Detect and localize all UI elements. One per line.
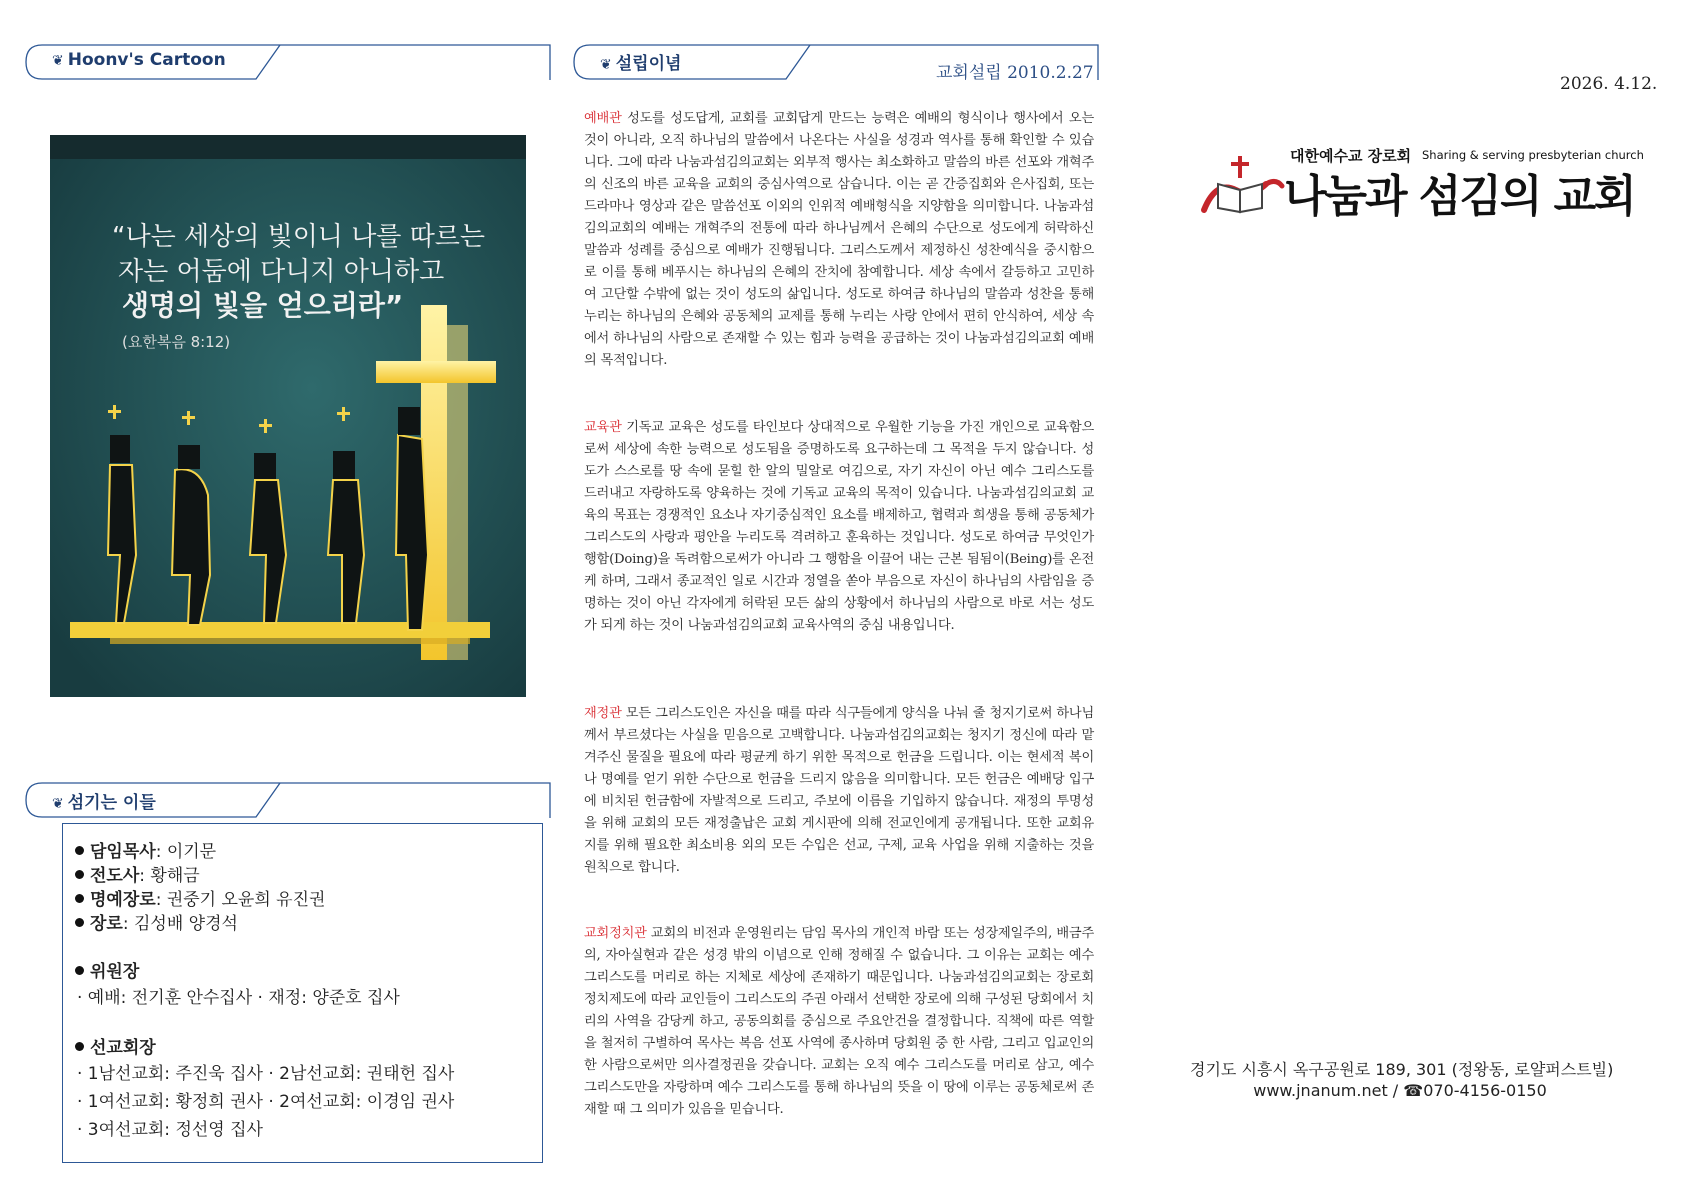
servers-heading: 섬기는 이들 [67, 793, 156, 813]
bullet-icon: ❦ [52, 796, 64, 812]
education-text: 기독교 교육은 성도를 타인보다 상대적으로 우월한 기능을 가진 개인으로 교육함으로써 세상에 속한 능력으로 성도됨을 증명하도록 요구하는데 그 목적을 두지 않습니다. 성도가 스스로를 땅 속에 묻힐 한 알의 밀알로 여김으로, 자기 자신이 아닌 예수 그리스도를 드러내고 자랑하도록 양육하는 것에 기독교 교육의 목적이 있습니다. 나눔과섬김의교회 교육의 목표는 경쟁적인 요소나 자기중심적인 요소를 배제하고, 협력과 희생을 통해 공동체가 그리스도의 사랑과 평안을 누리도록 격려하고 훈육하는 것입니다. 성도로 하여금 무엇인가 행함(Doing)을 독려함으로써가 아니라 그 행함을 이끌어 내는 근본 됨됨이(Being)를 온전케 하며, 그래서 종교적인 일로 시간과 정열을 쏟아 부음으로 자신이 하나님의 사람임을 증명하는 것이 아닌 각자에게 허락된 모든 삶의 상황에서 하나님의 사람으로 바로 서는 성도가 되게 하는 것이 나눔과섬김의교회 교육사역의 중심 내용입니다. [584, 420, 1094, 633]
committee-heading-row [75, 960, 530, 984]
mission-line-2: · 1여선교회: 황정희 권사 · 2여선교회: 이경임 권사 [77, 1092, 455, 1112]
emeritus-label: 명예장로 [90, 890, 156, 910]
founding-date: 교회설립 2010.2.27 [936, 63, 1094, 83]
servers-section-header [24, 780, 554, 818]
committee-line: · 예배: 전기훈 안수집사 · 재정: 양준호 집사 [77, 988, 400, 1008]
verse-line-3: 생명의 빛을 얻으리라” [122, 289, 404, 322]
emeritus-names: : 권중기 오윤희 유진권 [155, 890, 326, 910]
church-contact [1190, 1081, 1610, 1100]
polity-text: 교회의 비전과 운영원리는 담임 목사의 개인적 바람 또는 성장제일주의, 배금주의, 자아실현과 같은 성경 밖의 이념으로 인해 정해질 수 없습니다. 그 이유는 교회는 예수 그리스도를 머리로 하는 지체로 세상에 존재하기 때문입니다. 나눔과섬김의교회는 장로회정치제도에 따라 교인들이 그리스도의 주권 아래서 선택한 장로에 의해 구성된 당회에서 치리의 사역을 감당케 하고, 공동의회를 중심으로 주요안건을 결정합니다. 직책에 따른 역할을 철저히 구별하여 목사는 복음 선포 사역에 종사하며 당회원 중 한 사람, 그리고 입교인의 한 사람으로써만 의사결정권을 갖습니다. 교회는 오직 예수 그리스도를 머리로 삼고, 예수 그리스도만을 자랑하며 예수 그리스도를 통해 하나님의 뜻을 이 땅에 이루는 공동체로써 존재할 때 그 의미가 있음을 믿습니다. [584, 926, 1094, 1117]
elder-row [75, 912, 530, 936]
evangelist-row [75, 864, 530, 888]
denomination: 대한예수교 장로회 [1290, 147, 1412, 165]
bullet-dot-icon [75, 870, 84, 879]
senior-pastor-label: 담임목사 [90, 842, 156, 862]
worship-key: 예배관 [584, 111, 622, 126]
mission-line-3: · 3여선교회: 정선영 집사 [77, 1120, 263, 1140]
senior-pastor-name: : 이기문 [155, 842, 217, 862]
elder-label: 장로 [90, 914, 123, 934]
elder-names: : 김성배 양경석 [122, 914, 238, 934]
verse-reference: (요한복음 8:12) [122, 333, 231, 351]
phone-number: 070-4156-0150 [1423, 1081, 1547, 1100]
senior-pastor-row [75, 840, 530, 864]
finance-key: 재정관 [584, 706, 622, 721]
church-address: 경기도 시흥시 옥구공원로 189, 301 (정왕동, 로얄퍼스트빌) [1190, 1060, 1614, 1079]
evangelist-label: 전도사 [90, 866, 140, 886]
cartoon-illustration [50, 135, 526, 697]
bullet-dot-icon [75, 966, 84, 975]
bullet-dot-icon [75, 918, 84, 927]
servers-list [62, 823, 543, 1163]
issue-date: 2026. 4.12. [1560, 74, 1658, 94]
cartoon-section-header [24, 42, 554, 80]
bullet-icon: ❦ [600, 57, 612, 73]
committee-label: 위원장 [90, 962, 140, 982]
bullet-dot-icon [75, 894, 84, 903]
worship-text: 성도를 성도답게, 교회를 교회답게 만드는 능력은 예배의 형식이나 행사에서 오는 것이 아니라, 오직 하나님의 말씀에서 나온다는 사실을 성경과 역사를 통해 확인할 수 있습니다. 그에 따라 나눔과섬김의교회는 외부적 행사는 최소화하고 말씀의 바른 선포와 개혁주의 신조의 바른 교육을 교회의 중심사역으로 삼습니다. 이는 곧 간증집회와 은사집회, 또는 드라마나 영상과 같은 말씀선포 이외의 인위적 예배형식을 지양함을 의미합니다. 나눔과섬김의교회의 예배는 개혁주의 전통에 따라 하나님께서 은혜의 수단으로 성도에게 허락하신 말씀과 성례를 중심으로 예배가 진행됩니다. 그리스도께서 제정하신 성찬예식을 중시함으로 이를 통해 베푸시는 하나님의 은혜의 잔치에 참예합니다. 세상 속에서 갈등하고 고민하여 고단할 수밖에 없는 것이 성도의 삶입니다. 성도로 하여금 하나님의 말씀과 성찬을 통해 누리는 하나님의 은혜와 공동체의 교제를 통해 누리는 사랑 안에서 편히 안식하여, 세상 속에서 하나님의 사람으로 존재할 수 있는 힘과 능력을 공급하는 것이 나눔과섬김의교회 예배의 목적입니다. [584, 111, 1094, 368]
church-name: 나눔과 섬김의 교회 [1284, 171, 1635, 222]
verse-line-1: “나는 세상의 빛이니 나를 따르는 [112, 222, 486, 252]
tagline: Sharing & serving presbyterian church [1422, 148, 1644, 162]
founding-heading: 설립이념 [615, 54, 682, 74]
mission-heading-row [75, 1036, 530, 1060]
polity-key: 교회정치관 [584, 926, 647, 941]
finance-text: 모든 그리스도인은 자신을 때를 따라 식구들에게 양식을 나눠 줄 청지기로써 하나님께서 부르셨다는 사실을 믿음으로 고백합니다. 나눔과섬김의교회는 청지기 정신에 따라 맡겨주신 물질을 필요에 따라 평균케 하기 위한 목적으로 헌금을 드립니다. 이는 현세적 복이나 명예를 얻기 위한 수단으로 헌금을 드리지 않음을 의미합니다. 모든 헌금은 예배당 입구에 비치된 헌금함에 자발적으로 드리고, 주보에 이름을 기입하지 않습니다. 재정의 투명성을 위해 교회의 모든 재정출납은 교회 게시판에 의해 전교인에게 공개됩니다. 또한 교회유지를 위해 필요한 최소비용 외의 모든 수입은 선교, 구제, 교육 사업을 위해 지출하는 것을 원칙으로 합니다. [584, 706, 1094, 875]
bullet-icon: ❦ [52, 53, 64, 69]
verse-line-2: 자는 어둠에 다니지 아니하고 [118, 257, 445, 287]
emeritus-row [75, 888, 530, 912]
evangelist-name: : 황해금 [139, 866, 200, 886]
church-logo-icon [1196, 150, 1286, 220]
mission-label: 선교회장 [90, 1038, 156, 1058]
mission-line-1: · 1남선교회: 주진욱 집사 · 2남선교회: 권태헌 집사 [77, 1064, 455, 1084]
finance-paragraph [584, 703, 1094, 879]
bullet-dot-icon [75, 1042, 84, 1051]
website-link[interactable]: www.jnanum.net / [1253, 1081, 1404, 1100]
education-key: 교육관 [584, 420, 622, 435]
polity-paragraph [584, 923, 1094, 1121]
bullet-dot-icon [75, 846, 84, 855]
cartoon-heading: Hoonv's Cartoon [67, 50, 226, 70]
worship-paragraph [584, 108, 1094, 372]
education-paragraph [584, 417, 1094, 637]
telephone-icon: ☎ [1403, 1081, 1424, 1100]
